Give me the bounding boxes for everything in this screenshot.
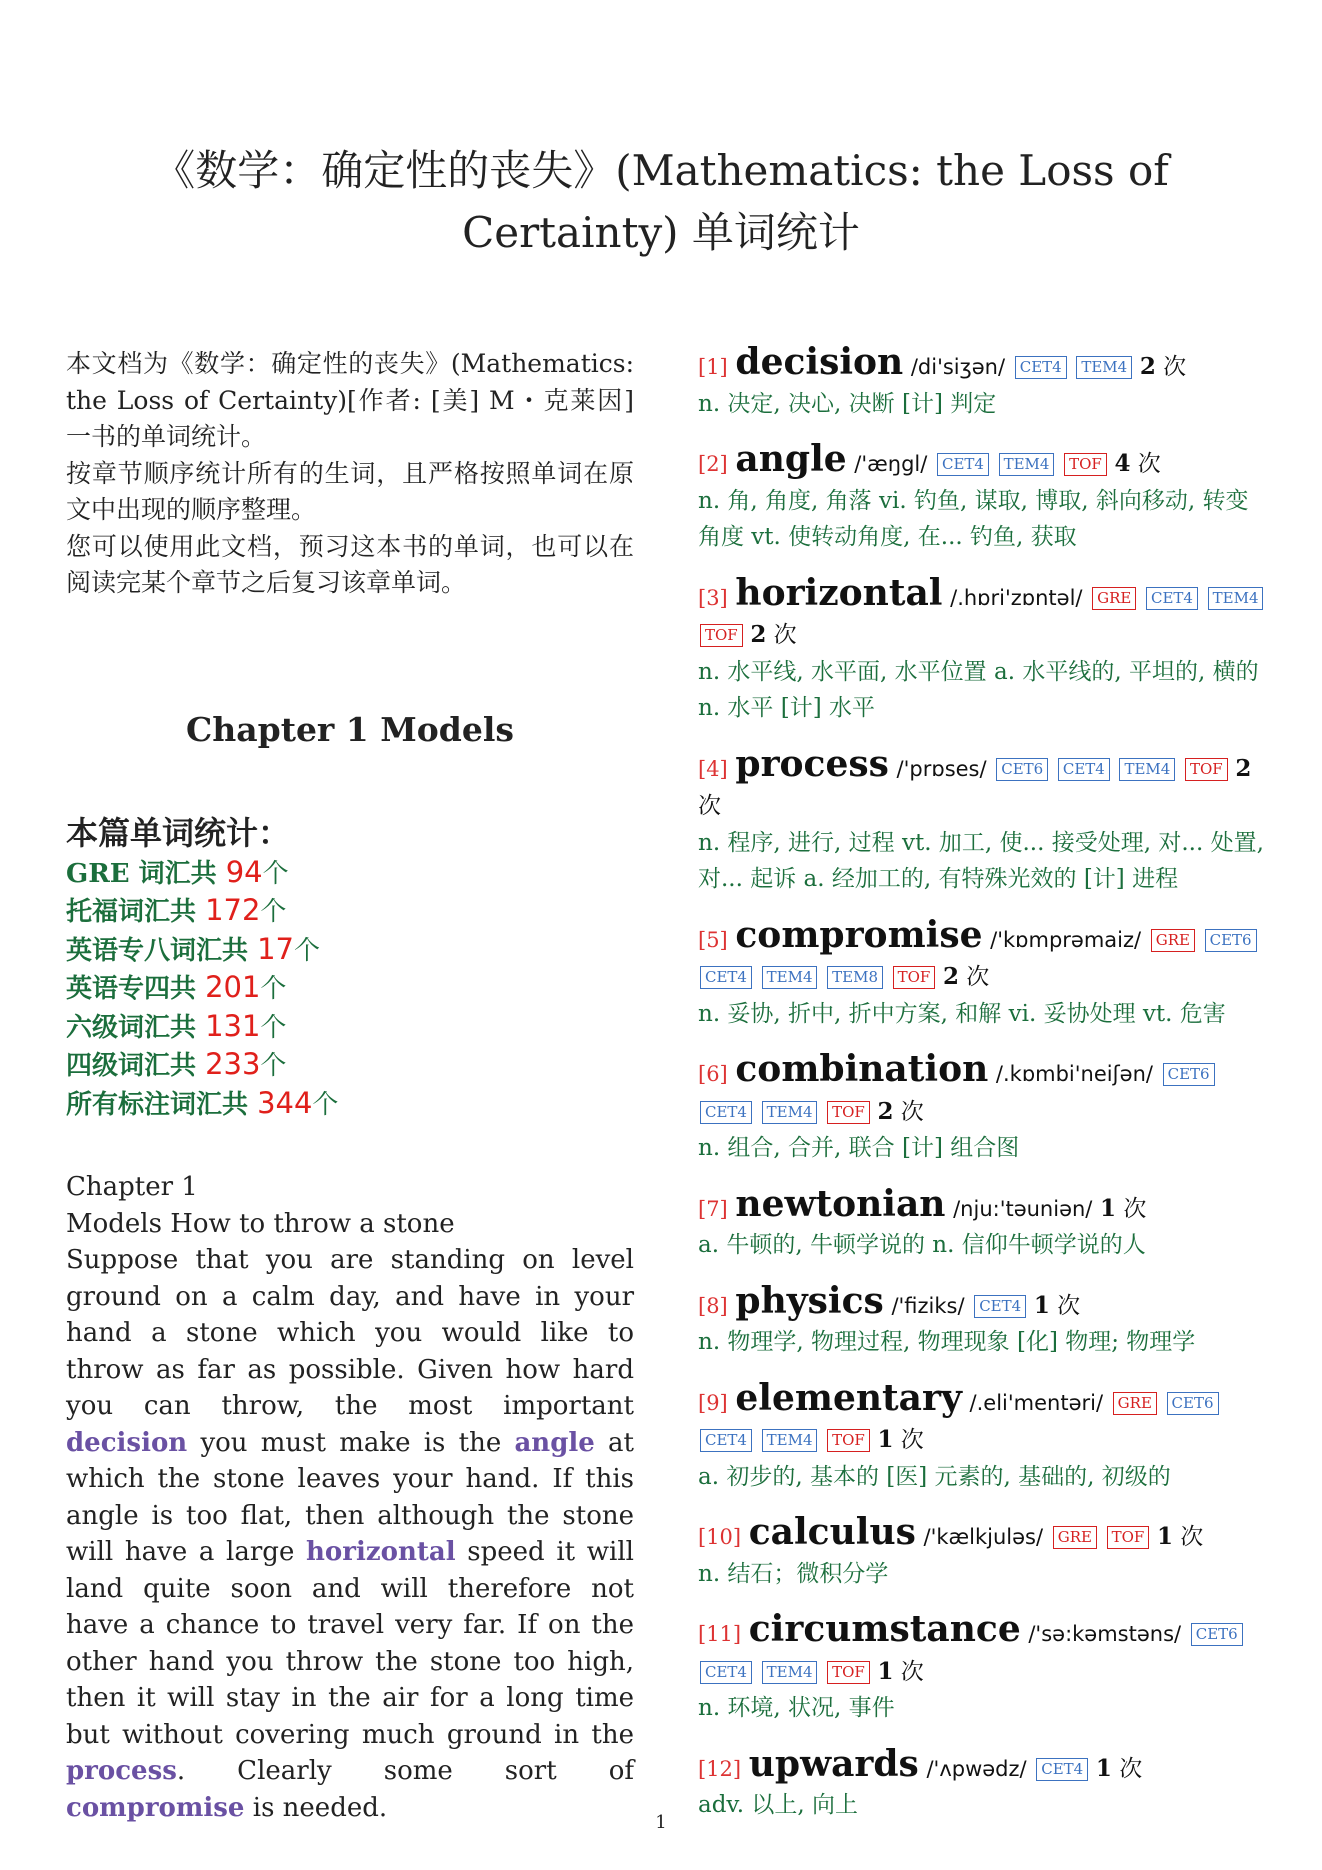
entry-count: 1 次: [877, 1657, 924, 1685]
word-entry: [698, 1511, 1268, 1592]
level-tag: TOF: [1107, 1526, 1150, 1549]
level-tag: TOF: [1064, 453, 1107, 476]
level-tag: TEM4: [762, 1661, 818, 1684]
entry-phonetic: /'æŋgl/: [854, 452, 928, 476]
level-tag: CET4: [700, 1661, 752, 1684]
entry-index: [12]: [698, 1756, 742, 1781]
entry-phonetic: /.hɒri'zɒntəl/: [950, 585, 1083, 610]
level-tag: CET4: [1058, 758, 1110, 781]
entry-word: elementary: [735, 1376, 962, 1419]
entry-definition: n. 妥协, 折中, 折中方案, 和解 vi. 妥协处理 vt. 危害: [698, 1000, 1226, 1027]
level-tag: CET6: [996, 758, 1048, 781]
entry-phonetic: /'fiziks/: [891, 1293, 965, 1318]
stat-line: [66, 1046, 634, 1085]
highlight-word: angle: [514, 1427, 595, 1458]
level-tag: TEM4: [1208, 587, 1264, 610]
entry-phonetic: /nju:'təuniən/: [953, 1196, 1093, 1221]
level-tag: CET6: [1205, 929, 1257, 952]
entry-index: [5]: [698, 927, 728, 952]
level-tag: CET4: [700, 1101, 752, 1124]
level-tag: TEM4: [1119, 758, 1175, 781]
level-tag: TEM4: [999, 453, 1055, 476]
entry-index: [11]: [698, 1622, 742, 1646]
document-title: 《数学：确定性的丧失》(Mathematics: the Loss of Certainty) 单词统计: [153, 146, 1169, 257]
highlight-word: decision: [66, 1427, 188, 1458]
entry-phonetic: /'ʌpwədz/: [926, 1756, 1027, 1781]
level-tag: CET6: [1191, 1623, 1243, 1646]
word-entry: [698, 742, 1268, 898]
entry-phonetic: /'kɒmprəmaiz/: [990, 927, 1142, 952]
stat-label: 所有标注词汇共: [66, 1089, 258, 1120]
entry-index: [6]: [698, 1062, 728, 1086]
entry-count: 2 次: [750, 621, 797, 648]
stat-label: 四级词汇共: [66, 1051, 206, 1081]
entry-phonetic: /'sə:kəmstəns/: [1028, 1622, 1182, 1646]
stat-unit: 个: [260, 1012, 287, 1043]
entry-word: circumstance: [748, 1608, 1021, 1650]
stat-count: 233: [205, 1047, 261, 1081]
entry-phonetic: /.kɒmbi'neiʃən/: [995, 1062, 1153, 1086]
word-entry: [698, 438, 1268, 556]
word-entry: [698, 913, 1268, 1033]
stat-label: 英语专四共: [66, 974, 206, 1004]
level-tag: GRE: [1113, 1392, 1157, 1415]
word-list: [698, 341, 1268, 1843]
level-tag: TOF: [827, 1429, 870, 1452]
level-tag: TEM4: [1076, 356, 1132, 379]
level-tag: CET4: [937, 453, 989, 476]
level-tag: GRE: [1092, 587, 1136, 610]
word-entry: [698, 1048, 1268, 1167]
entry-count: 1 次: [1095, 1754, 1143, 1782]
entry-definition: n. 水平线, 水平面, 水平位置 a. 水平线的, 平坦的, 横的 n. 水平 [计] 水平: [698, 658, 1259, 721]
entry-word: calculus: [748, 1511, 916, 1553]
level-tag: CET4: [1015, 356, 1067, 379]
entry-count: 1 次: [1033, 1291, 1081, 1319]
entry-count: 2 次: [698, 754, 1252, 819]
page-number: 1: [655, 1812, 667, 1833]
chapter-label: Chapter 1: [66, 1172, 198, 1202]
entry-count: 2 次: [1139, 353, 1187, 380]
entry-head: [698, 1048, 1268, 1130]
level-tag: TOF: [827, 1661, 870, 1684]
word-entry: [698, 1376, 1268, 1496]
level-tag: CET4: [700, 966, 752, 989]
word-entry: [698, 1279, 1268, 1361]
entry-head: [698, 341, 1268, 386]
chapter-text: [66, 1169, 634, 1826]
stat-count: 344: [257, 1085, 313, 1120]
entry-head: [698, 438, 1268, 483]
highlight-word: horizontal: [306, 1537, 456, 1567]
entry-definition: n. 组合, 合并, 联合 [计] 组合图: [698, 1135, 1020, 1161]
entry-definition: n. 物理学, 物理过程, 物理现象 [化] 物理; 物理学: [698, 1329, 1196, 1355]
stat-unit: 个: [312, 1089, 339, 1120]
entry-definition: n. 角, 角度, 角落 vi. 钓鱼, 谋取, 博取, 斜向移动, 转变角度 vt. 使转动角度, 在... 钓鱼, 获取: [698, 487, 1249, 550]
level-tag: TOF: [1185, 758, 1228, 781]
entry-head: [698, 571, 1268, 654]
entry-index: [4]: [698, 756, 728, 781]
entry-definition: a. 牛顿的, 牛顿学说的 n. 信仰牛顿学说的人: [698, 1232, 1146, 1258]
intro-paragraph: 按章节顺序统计所有的生词，且严格按照单词在原文中出现的顺序整理。: [66, 458, 634, 524]
entry-definition: adv. 以上, 向上: [698, 1792, 858, 1818]
entry-word: process: [735, 742, 889, 785]
entry-word: compromise: [735, 913, 983, 956]
level-tag: TOF: [700, 624, 743, 647]
entry-head: [698, 1376, 1268, 1459]
stat-count: 131: [205, 1008, 261, 1043]
entry-index: [7]: [698, 1196, 728, 1221]
entry-word: newtonian: [735, 1182, 946, 1225]
entry-index: [2]: [698, 452, 728, 476]
entry-count: 1 次: [1156, 1523, 1204, 1550]
entry-index: [3]: [698, 585, 728, 610]
entry-count: 2 次: [942, 963, 990, 990]
entry-phonetic: /'kælkjuləs/: [923, 1525, 1044, 1549]
entry-word: upwards: [748, 1742, 919, 1785]
entry-head: [698, 742, 1268, 825]
entry-index: [9]: [698, 1390, 728, 1415]
word-entry: [698, 1608, 1268, 1727]
stat-unit: 个: [260, 1051, 287, 1081]
chapter-subtitle: Models How to throw a stone: [66, 1208, 455, 1239]
level-tag: GRE: [1151, 929, 1195, 952]
word-entry: [698, 341, 1268, 422]
stat-line: [66, 1085, 634, 1124]
stat-count: 201: [205, 970, 261, 1004]
level-tag: CET6: [1167, 1392, 1219, 1415]
stat-line: [66, 854, 634, 893]
intro-paragraph: 您可以使用此文档，预习这本书的单词，也可以在阅读完某个章节之后复习该章单词。: [66, 531, 634, 597]
highlight-word: compromise: [66, 1792, 245, 1823]
stat-line: [66, 931, 634, 970]
stat-line: [66, 969, 634, 1008]
stat-label: 托福词汇共: [66, 897, 206, 927]
entry-definition: a. 初步的, 基本的 [医] 元素的, 基础的, 初级的: [698, 1463, 1171, 1490]
stat-count: 17: [257, 931, 294, 966]
left-column: [66, 346, 634, 1826]
level-tag: GRE: [1053, 1526, 1097, 1549]
entry-phonetic: /'prɒses/: [896, 756, 987, 781]
word-entry: [698, 571, 1268, 727]
entry-count: 2 次: [877, 1097, 924, 1125]
stat-unit: 个: [293, 935, 320, 966]
level-tag: CET4: [1036, 1758, 1088, 1781]
entry-definition: n. 结石；微积分学: [698, 1560, 889, 1587]
stats-title: 本篇单词统计：: [66, 813, 291, 852]
level-tag: TEM8: [827, 966, 883, 989]
stat-unit: 个: [260, 897, 287, 927]
stats-list: [66, 854, 634, 1124]
entry-head: [698, 1511, 1268, 1556]
stat-count: 94: [225, 854, 263, 889]
highlight-word: process: [66, 1756, 177, 1786]
level-tag: TEM4: [762, 1429, 818, 1452]
level-tag: CET6: [1163, 1063, 1215, 1086]
entry-head: [698, 1182, 1268, 1228]
entry-index: [1]: [698, 355, 728, 379]
entry-word: horizontal: [735, 571, 943, 614]
entry-phonetic: /.eli'mentəri/: [969, 1390, 1104, 1415]
entry-word: physics: [735, 1279, 884, 1322]
level-tag: CET4: [700, 1429, 752, 1452]
entry-count: 1 次: [1100, 1194, 1147, 1222]
entry-word: combination: [735, 1048, 989, 1090]
entry-definition: n. 环境, 状况, 事件: [698, 1695, 895, 1721]
chapter-heading: Chapter 1 Models: [185, 709, 514, 749]
entry-head: [698, 1279, 1268, 1325]
entry-head: [698, 1742, 1268, 1788]
stat-unit: 个: [262, 858, 289, 889]
entry-definition: n. 程序, 进行, 过程 vt. 加工, 使... 接受处理, 对... 处置, 对... 起诉 a. 经加工的, 有特殊光效的 [计] 进程: [698, 829, 1264, 892]
stat-line: [66, 892, 634, 931]
level-tag: TOF: [893, 966, 936, 989]
stat-unit: 个: [260, 974, 287, 1004]
intro-paragraph: 本文档为《数学：确定性的丧失》(Mathematics: the Loss of Certainty)[作者: [美] M・克莱因] 一书的单词统计。: [66, 349, 634, 451]
stat-label: 六级词汇共: [66, 1012, 206, 1043]
entry-count: 4 次: [1114, 450, 1161, 477]
level-tag: TEM4: [762, 1101, 818, 1124]
stat-count: 172: [205, 893, 261, 927]
entry-word: decision: [735, 341, 904, 383]
word-entry: [698, 1182, 1268, 1264]
entry-head: [698, 1608, 1268, 1690]
level-tag: TOF: [827, 1101, 870, 1124]
entry-index: [8]: [698, 1293, 728, 1318]
level-tag: CET4: [1146, 587, 1198, 610]
level-tag: TEM4: [762, 966, 818, 989]
level-tag: CET4: [974, 1295, 1026, 1318]
entry-head: [698, 913, 1268, 996]
stat-label: GRE 词汇共: [66, 858, 226, 889]
stat-line: [66, 1008, 634, 1047]
entry-phonetic: /di'siʒən/: [910, 355, 1006, 379]
chapter-paragraph: Suppose that you are standing on level ground on a calm day, and have in your hand a stone which you would like to throw as far as possible. Given how hard you can throw, the most important decision you must make is the angle at which the stone leaves your hand. If this angle is too flat, then although the stone will have a large horizontal speed it will land quite soon and will therefore not have a chance to travel very far. If on the other hand you throw the stone too high, then it will stay in the air for a long time but without covering much ground in the process. Clearly some sort of compromise is needed.: [66, 1245, 634, 1823]
entry-definition: n. 决定, 决心, 决断 [计] 判定: [698, 390, 997, 417]
entry-index: [10]: [698, 1525, 742, 1549]
intro: [66, 346, 634, 602]
entry-count: 1 次: [877, 1426, 924, 1453]
stat-label: 英语专八词汇共: [66, 935, 258, 966]
entry-word: angle: [735, 438, 847, 480]
